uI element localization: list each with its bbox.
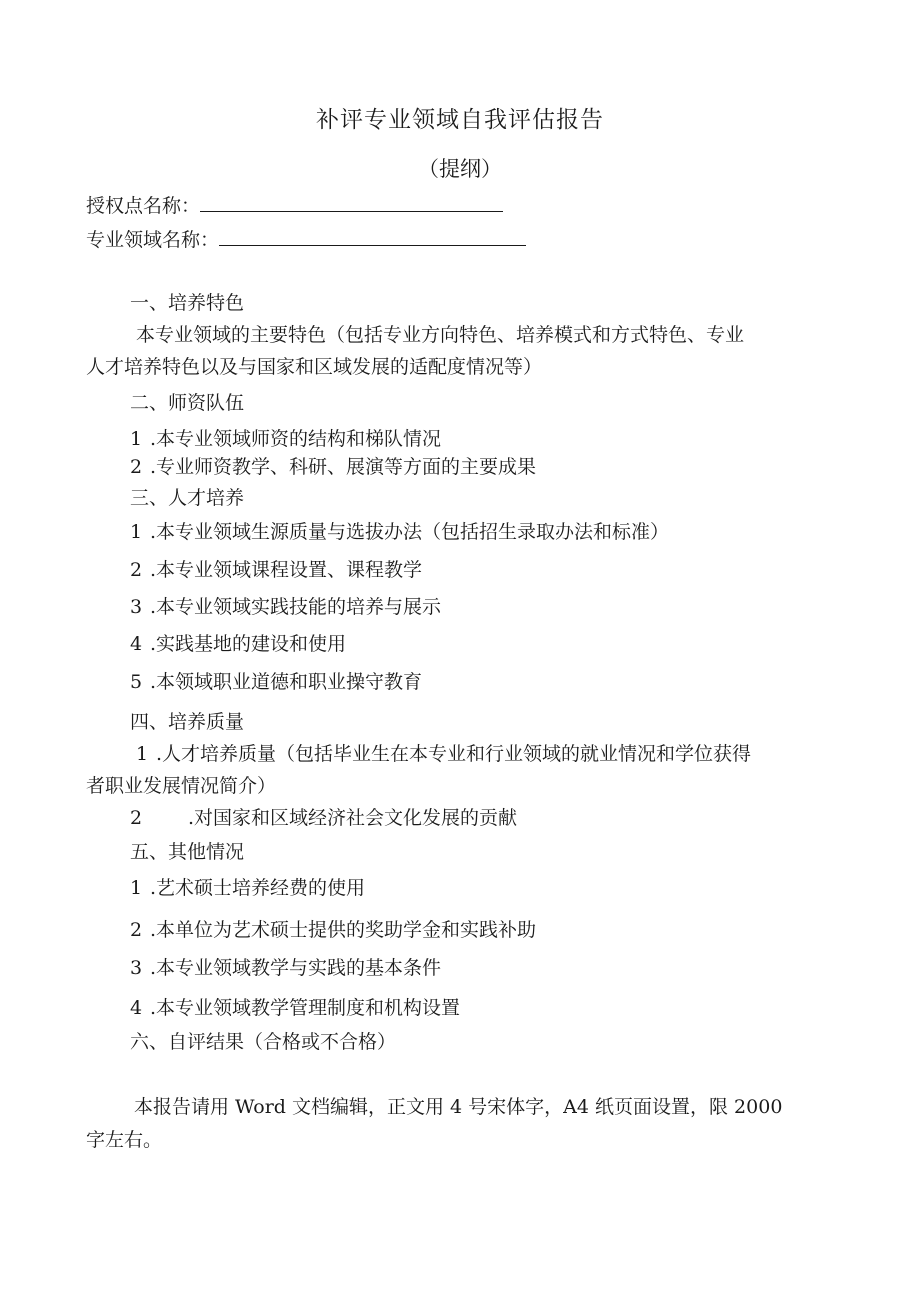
note-line: 本报告请用 Word 文档编辑，正文用 4 号宋体字，A4 纸页面设置，限 2000 [134, 1096, 783, 1118]
list-item: 1 .本专业领域生源质量与选拔办法（包括招生录取办法和标准） [130, 521, 670, 543]
note-line: 字左右。 [86, 1129, 163, 1151]
list-item: 2 .本专业领域课程设置、课程教学 [130, 559, 423, 581]
list-item-continuation: 者职业发展情况简介） [86, 775, 277, 797]
list-item: 2 .对国家和区域经济社会文化发展的贡献 [130, 807, 518, 829]
list-item: 1 .人才培养质量（包括毕业生在本专业和行业领域的就业情况和学位获得 [136, 743, 752, 765]
field-name-label: 专业领域名称： [86, 229, 220, 251]
list-item: 4 .实践基地的建设和使用 [130, 633, 347, 655]
authorization-point-blank [200, 195, 503, 212]
section-paragraph-line: 本专业领域的主要特色（包括专业方向特色、培养模式和方式特色、专业 [136, 324, 745, 346]
list-item: 1 .本专业领域师资的结构和梯队情况 [130, 428, 442, 450]
section-heading-talent-training: 三、人才培养 [130, 487, 245, 509]
list-item: 2 .本单位为艺术硕士提供的奖助学金和实践补助 [130, 919, 537, 941]
authorization-point-label: 授权点名称： [86, 195, 201, 217]
list-item: 2 .专业师资教学、科研、展演等方面的主要成果 [130, 456, 537, 478]
field-name-blank [219, 229, 526, 246]
section-heading-training-quality: 四、培养质量 [130, 711, 245, 733]
list-item: 1 .艺术硕士培养经费的使用 [130, 877, 366, 899]
section-heading-training-features: 一、培养特色 [130, 292, 245, 314]
section-heading-self-evaluation: 六、自评结果（合格或不合格） [130, 1031, 397, 1053]
list-item: 3 .本专业领域实践技能的培养与展示 [130, 596, 442, 618]
list-item: 5 .本领域职业道德和职业操守教育 [130, 671, 423, 693]
section-heading-faculty: 二、师资队伍 [130, 392, 245, 414]
document-title: 补评专业领域自我评估报告 [316, 107, 604, 133]
section-heading-other: 五、其他情况 [130, 841, 245, 863]
authorization-point-field [86, 194, 503, 218]
document-subtitle: （提纲） [418, 157, 502, 181]
list-item: 4 .本专业领域教学管理制度和机构设置 [130, 997, 461, 1019]
list-item: 3 .本专业领域教学与实践的基本条件 [130, 957, 442, 979]
section-paragraph-line: 人才培养特色以及与国家和区域发展的适配度情况等） [86, 356, 543, 378]
field-name-field [86, 228, 526, 252]
